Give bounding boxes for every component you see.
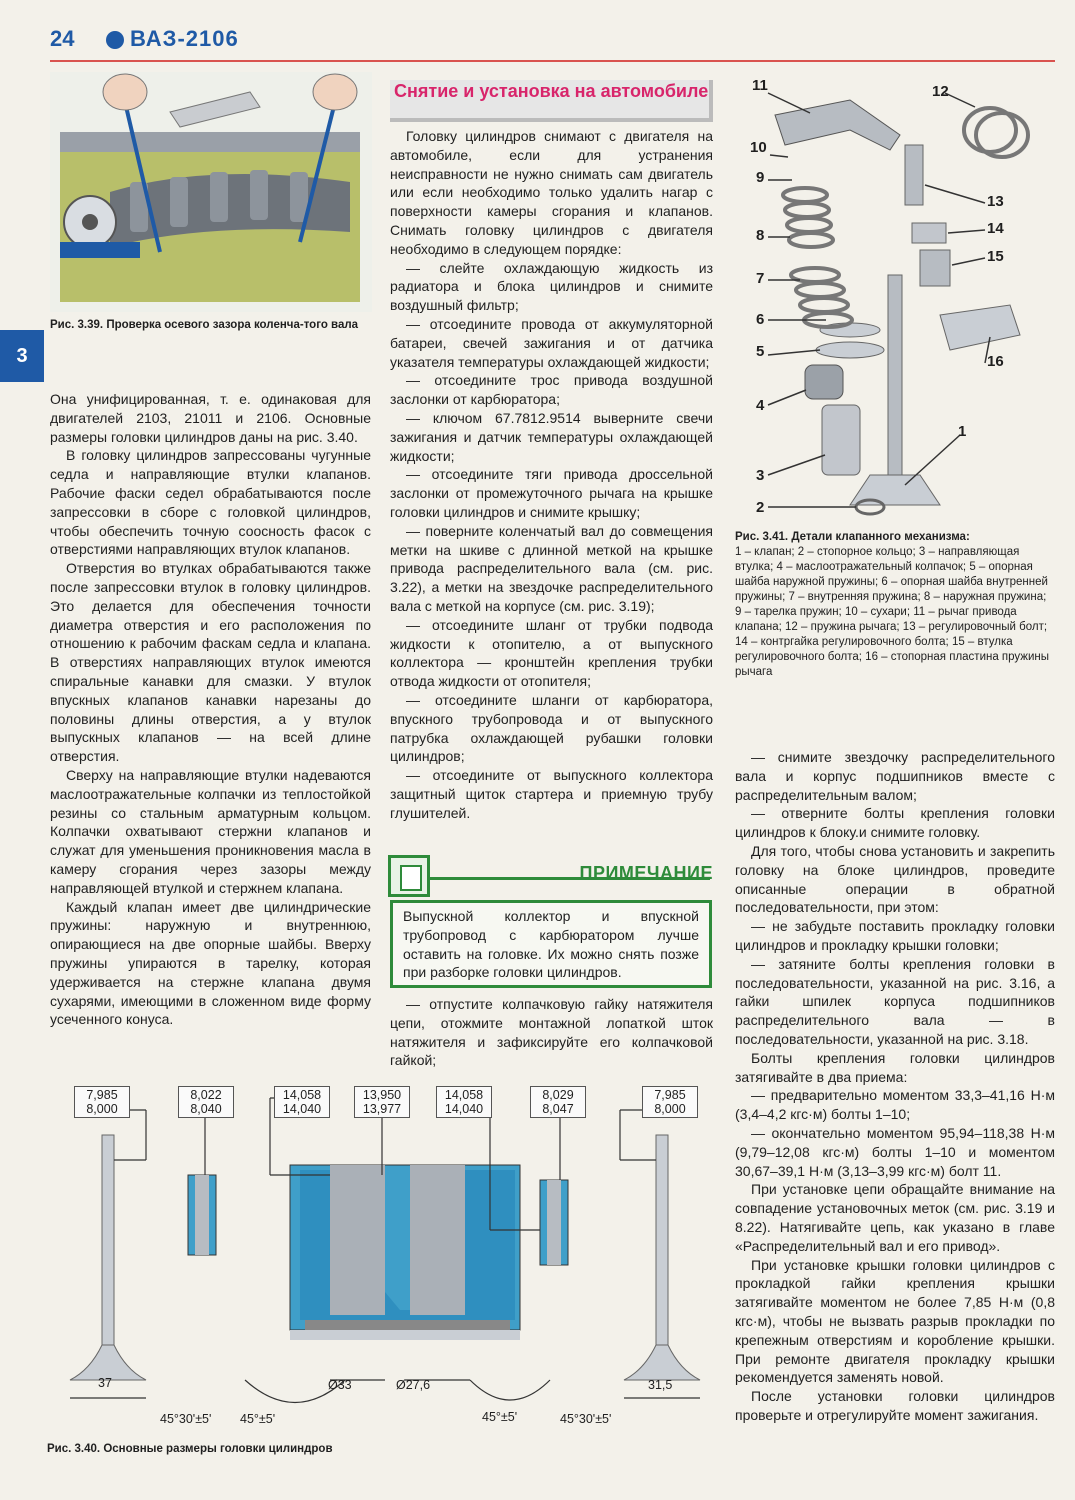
- list-item: — затяните болты крепления головки в последовательности, указанной на рис. 3.16, а гайки шпилек корпуса подшипников распределительного вала — в последовательности, указанной на рис. 3.18.: [735, 955, 1055, 1047]
- angle-label: 45°30'±5': [560, 1412, 612, 1426]
- part-label: 15: [987, 248, 1004, 265]
- paragraph: Головку цилиндров снимают с двигателя на автомобиле, если для устранения неисправности не нужно снимать сам двигатель или если необходимо только удалить нагар с поверхности камеры сгорания и клапанов. Снимать головку цилиндров с двигателя необходимо в следующем порядке:: [390, 128, 713, 257]
- list-item: — слейте охлаждающую жидкость из радиатора и блока цилиндров и снимите воздушный фильтр;: [390, 259, 713, 314]
- caption-text: Проверка осевого зазора коленча-того вала: [106, 319, 359, 331]
- page-header: [50, 26, 1055, 62]
- dimension-box: 14,058 14,040: [436, 1086, 492, 1118]
- part-label: 4: [756, 397, 765, 414]
- dimension-label: 37: [98, 1376, 112, 1390]
- caption-text: 1 – клапан; 2 – стопорное кольцо; 3 – направляющая втулка; 4 – маслоотражательный колпачок; 5 – опорная шайба наружной пружины; 6 – опорная шайба внутренней пружины; 7 – внутренняя пружина; 8 – наружная пружина; 9 – тарелка пружин; 10 – сухари; 11 – рычаг привода клапана; 12 – пружина рычага; 13 – регулировочный болт; 14 – контргайка регулировочного болта; 15 – втулка регулировочного болта; 16 – стопорная пластина пружины рычага: [735, 546, 1050, 678]
- header-dot-icon: [106, 31, 124, 49]
- paragraph: В головку цилиндров запрессованы чугунные седла и направляющие втулки клапанов. Рабочие фаски седел обрабатываются после запрессовки в сборе с головкой цилиндров, чтобы обеспечить точную соосность фасок с отверстиями направляющих втулок клапанов.: [50, 447, 371, 558]
- header-rule: [50, 60, 1055, 62]
- note-box: Выпускной коллектор и впускной трубопровод с карбюратором лучше оставить на головке. Их можно снять позже при разборке головки цилиндров.: [390, 900, 712, 988]
- text-column-2: [390, 127, 713, 822]
- list-item: — снимите звездочку распределительного вала и корпус подшипников вместе с распределительным валом;: [735, 749, 1055, 803]
- paragraph: Каждый клапан имеет две цилиндрические пружины: наружную и внутреннюю, опирающиеся на две опорные шайбы. Вверху пружины упираются в тарелку, которая удерживается на стержне клапана двумя сухарями, имеющими в сложенном виде форму усеченного конуса.: [50, 898, 371, 1028]
- list-item: — ключом 67.7812.9514 выверните свечи зажигания и датчик температуры охлаждающей жидкости;: [390, 409, 713, 464]
- text-column-1: [50, 390, 371, 1029]
- caption-text: Основные размеры головки цилиндров: [103, 1443, 333, 1455]
- paragraph: При установке цепи обращайте внимание на совпадение установочных меток (см. рис. 3.19 и 8.22). Натягивайте цепь, как указано в главе «Распределительный вал и его привод».: [735, 1181, 1055, 1254]
- angle-label: 45°±5': [240, 1412, 276, 1426]
- list-item: — не забудьте поставить прокладку головки цилиндров и прокладку крышки головки;: [735, 918, 1055, 953]
- dimension-box: 8,029 8,047: [530, 1086, 586, 1118]
- list-item: — поверните коленчатый вал до совмещения метки на шкиве с длинной меткой на крышке привода распределительного вала (см. рис. 3.22), а метки на звездочке распределительного вала с меткой на корпусе (см. рис. 3.19);: [390, 522, 713, 614]
- figure-3-41-caption: [735, 530, 1055, 680]
- part-label: 6: [756, 311, 765, 328]
- text-column-3: [735, 748, 1055, 1425]
- note-header: [388, 855, 715, 899]
- list-item: — отсоедините шланги от карбюратора, впускного трубопровода и от выпускного патрубка охлаждающей рубашки головки цилиндров;: [390, 691, 713, 765]
- paragraph: При установке крышки головки цилиндров с прокладкой гайки крепления крышки затягивайте моментом не более 7,85 Н·м (0,8 кгс·м), чтобы не вызвать разрыв прокладки по крепежным отверстиям и коробление крышки. При ремонте двигателя прокладку крышки рекомендуется заменять новой.: [735, 1256, 1055, 1386]
- figure-3-39-illustration: [50, 72, 372, 312]
- dimension-label: Ø33: [328, 1378, 352, 1392]
- list-item: — отверните болты крепления головки цилиндров к блоку.и снимите головку.: [735, 805, 1055, 841]
- list-item: — отсоедините тяги привода дроссельной заслонки от промежуточного рычага на крышке головки цилиндров и снимите крышку;: [390, 466, 713, 520]
- notepad-icon: [388, 855, 430, 897]
- chapter-tab: 3: [0, 330, 44, 382]
- part-label: 9: [756, 169, 765, 186]
- figure-3-39-caption: [50, 318, 372, 333]
- note-label: ПРИМЕЧАНИЕ: [579, 863, 713, 883]
- text-column-2-continued: [390, 995, 713, 1070]
- caption-number: Рис. 3.40.: [47, 1443, 101, 1455]
- part-label: 5: [756, 343, 765, 360]
- part-label: 3: [756, 467, 765, 484]
- paragraph: Отверстия во втулках обрабатываются также после запрессовки втулок в головку цилиндров. Это делается для обеспечения точности диаметра отверстия и его расположения по отношению к рабочим фаскам седла и клапана. В отверстиях направляющих втулок имеются спиральные канавки для смазки. У втулок впускных клапанов канавки нарезаны до половины длины отверстия, а у втулок выпускных клапанов — на всей длине отверстия.: [50, 560, 371, 765]
- part-label: 8: [756, 227, 765, 244]
- list-item: — предварительно моментом 33,3–41,16 Н·м (3,4–4,2 кгс·м) болты 1–10;: [735, 1087, 1055, 1123]
- dimension-label: 31,5: [648, 1378, 673, 1392]
- part-label: 7: [756, 270, 765, 287]
- figure-3-41-illustration: [740, 75, 1060, 525]
- figure-3-40-drawing: [50, 1080, 710, 1440]
- dimension-box: 14,058 14,040: [274, 1086, 330, 1118]
- list-item: — отсоедините провода от аккумуляторной батареи, свечей зажигания и от датчика указателя температуры охлаждающей жидкости;: [390, 315, 713, 370]
- dimension-box: 8,022 8,040: [178, 1086, 234, 1118]
- angle-label: 45°±5': [482, 1410, 518, 1424]
- paragraph: Сверху на направляющие втулки надеваются маслоотражательные колпачки из теплостойкой резины со стальным арматурным кольцом. Колпачки охватывают стержни клапанов и служат для уменьшения проникновения масла в камеру сгорания через зазоры между направляющей втулкой и стержнем клапана.: [50, 766, 371, 896]
- list-item: — отсоедините от выпускного коллектора защитный щиток стартера и приемную трубу глушителей.: [390, 767, 713, 821]
- dimension-box: 7,985 8,000: [642, 1086, 698, 1118]
- part-label: 14: [987, 220, 1004, 237]
- part-label: 11: [752, 77, 768, 94]
- caption-title: Детали клапанного механизма:: [791, 531, 970, 543]
- angle-label: 45°30'±5': [160, 1412, 212, 1426]
- dimension-box: 13,950 13,977: [354, 1086, 410, 1118]
- page-number: 24: [50, 26, 75, 51]
- list-item: — отсоедините трос привода воздушной заслонки от карбюратора;: [390, 372, 713, 408]
- list-item: — окончательно моментом 95,94–118,38 Н·м (9,79–12,08 кгс·м) болты 1–10 и моментом 30,67–39,1 Н·м (3,13–3,99 кгс·м) болт 11.: [735, 1124, 1055, 1179]
- model-title: ВАЗ-2106: [130, 26, 239, 51]
- paragraph: Для того, чтобы снова установить и закрепить головку на блоке цилиндров, проведите описанные операции в обратной последовательности, при этом:: [735, 842, 1055, 916]
- part-label: 10: [750, 139, 767, 156]
- part-label: 13: [987, 193, 1004, 210]
- paragraph: Она унифицированная, т. е. одинаковая для двигателей 2103, 21011 и 2106. Основные размеры головки цилиндров даны на рис. 3.40.: [50, 391, 371, 445]
- part-label: 1: [958, 423, 967, 440]
- section-title: Снятие и установка на автомобиле: [390, 80, 713, 122]
- caption-number: Рис. 3.39.: [50, 319, 104, 331]
- dimension-label: Ø27,6: [396, 1378, 431, 1392]
- caption-number: Рис. 3.41.: [735, 531, 789, 543]
- figure-3-40-caption: [47, 1442, 647, 1457]
- list-item: — отпустите колпачковую гайку натяжителя цепи, отожмите монтажной лопаткой шток натяжителя и зафиксируйте его колпачковой гайкой;: [390, 996, 713, 1069]
- list-item: — отсоедините шланг от трубки подвода жидкости к отопителю, а от выпускного коллектора — кронштейн крепления трубки отвода жидкости от отопителя;: [390, 616, 713, 690]
- paragraph: После установки головки цилиндров проверьте и отрегулируйте момент зажигания.: [735, 1388, 1055, 1423]
- dimension-box: 7,985 8,000: [74, 1086, 130, 1118]
- part-label: 12: [932, 83, 949, 100]
- paragraph: Болты крепления головки цилиндров затягивайте в два приема:: [735, 1049, 1055, 1085]
- part-label: 16: [987, 353, 1004, 370]
- part-label: 2: [756, 499, 765, 516]
